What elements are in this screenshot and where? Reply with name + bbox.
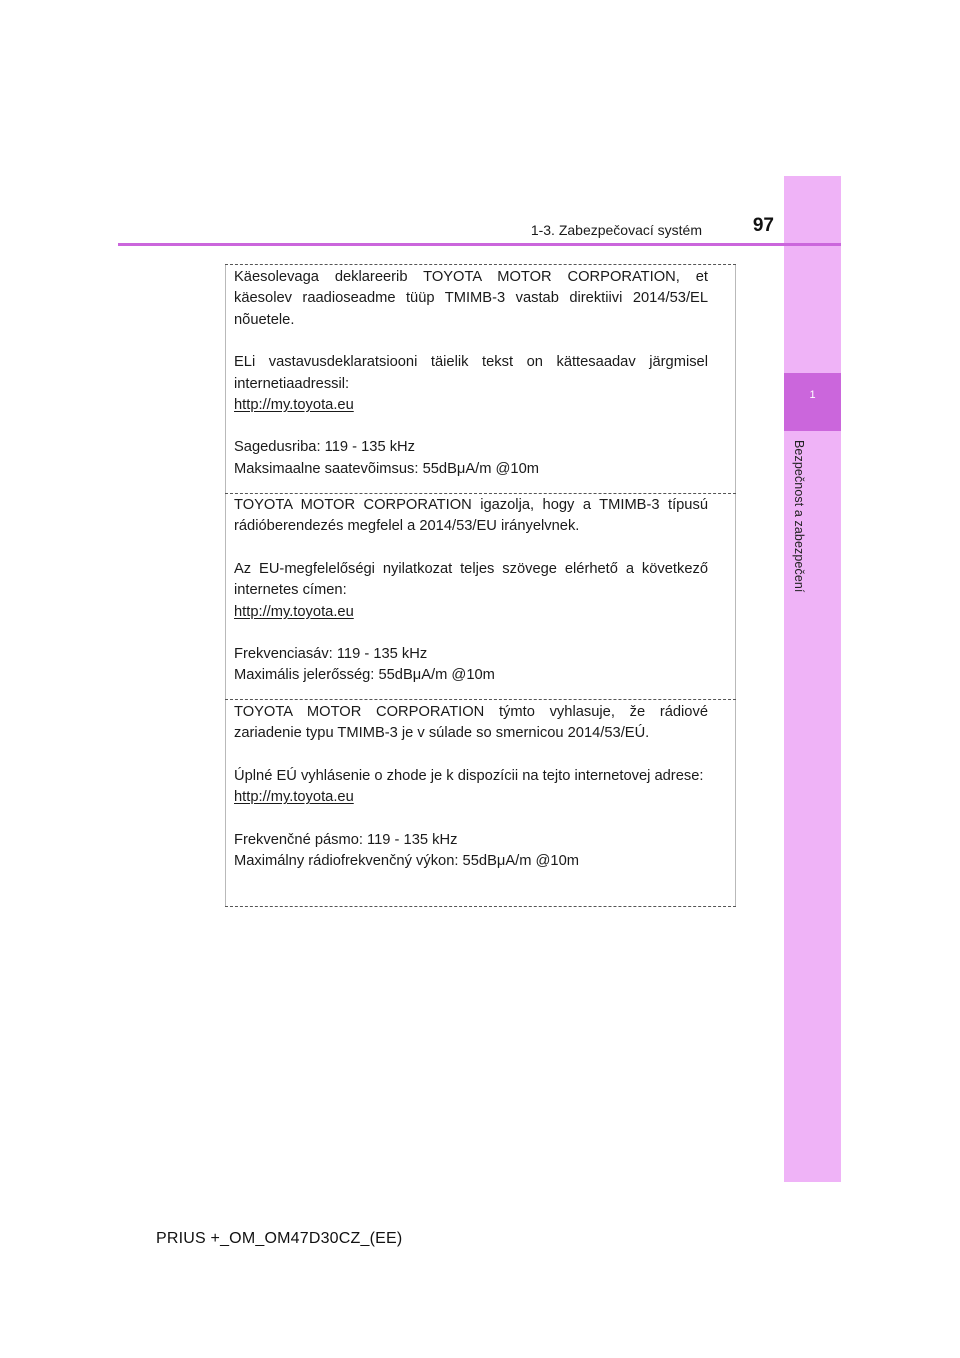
declaration-link[interactable]: http://my.toyota.eu bbox=[234, 603, 354, 620]
frequency-text: Frekvenčné pásmo: 119 - 135 kHz bbox=[234, 831, 458, 848]
box-divider bbox=[225, 699, 736, 700]
chapter-side-tab bbox=[784, 176, 841, 1182]
power-text: Maximálny rádiofrekvenčný výkon: 55dBμA/m @10m bbox=[234, 853, 579, 870]
box-top-border bbox=[225, 264, 736, 265]
declaration-intro: Käesolevaga deklareerib TOYOTA MOTOR CORPORATION, et käesolev raadioseadme tüüp TMIMB-3 vastab direktiivi 2014/53/EL nõuetele. bbox=[234, 269, 708, 328]
declaration-block-slovak bbox=[234, 702, 708, 872]
box-bottom-border bbox=[225, 906, 736, 907]
chapter-number-box bbox=[784, 373, 841, 431]
declaration-link[interactable]: http://my.toyota.eu bbox=[234, 397, 354, 414]
frequency-text: Sagedusriba: 119 - 135 kHz bbox=[234, 439, 415, 456]
footer-doc-code: PRIUS +_OM_OM47D30CZ_(EE) bbox=[156, 1230, 403, 1247]
section-title: 1-3. Zabezpečovací systém bbox=[530, 222, 702, 238]
power-text: Maximális jelerősség: 55dBμA/m @10m bbox=[234, 667, 495, 684]
declaration-intro: TOYOTA MOTOR CORPORATION týmto vyhlasuje, že rádiové zariadenie typu TMIMB-3 je v súlade so smernicou 2014/53/EÚ. bbox=[234, 704, 708, 742]
page-number: 97 bbox=[752, 215, 774, 236]
declaration-intro: TOYOTA MOTOR CORPORATION igazolja, hogy a TMIMB-3 típusú rádióberendezés megfelel a 2014/53/EU irányelvnek. bbox=[234, 497, 708, 535]
box-divider bbox=[225, 493, 736, 494]
declaration-block-estonian bbox=[234, 267, 708, 480]
declaration-block-hungarian bbox=[234, 495, 708, 687]
power-text: Maksimaalne saatevõimsus: 55dBμA/m @10m bbox=[234, 460, 540, 477]
chapter-title: Bezpečnost a zabezpečení bbox=[792, 440, 806, 593]
frequency-text: Frekvenciasáv: 119 - 135 kHz bbox=[234, 646, 428, 663]
declaration-link[interactable]: http://my.toyota.eu bbox=[234, 789, 354, 806]
declaration-availability: ELi vastavusdeklaratsiooni täielik tekst on kättesaadav järgmisel internetiaadressil: bbox=[234, 354, 708, 392]
header-rule bbox=[118, 243, 841, 246]
declaration-availability: Úplné EÚ vyhlásenie o zhode je k dispozícii na tejto internetovej adrese: bbox=[234, 767, 704, 784]
declaration-availability: Az EU-megfelelőségi nyilatkozat teljes szövege elérhető a következő internetes címen: bbox=[234, 560, 708, 599]
chapter-number: 1 bbox=[809, 389, 816, 401]
